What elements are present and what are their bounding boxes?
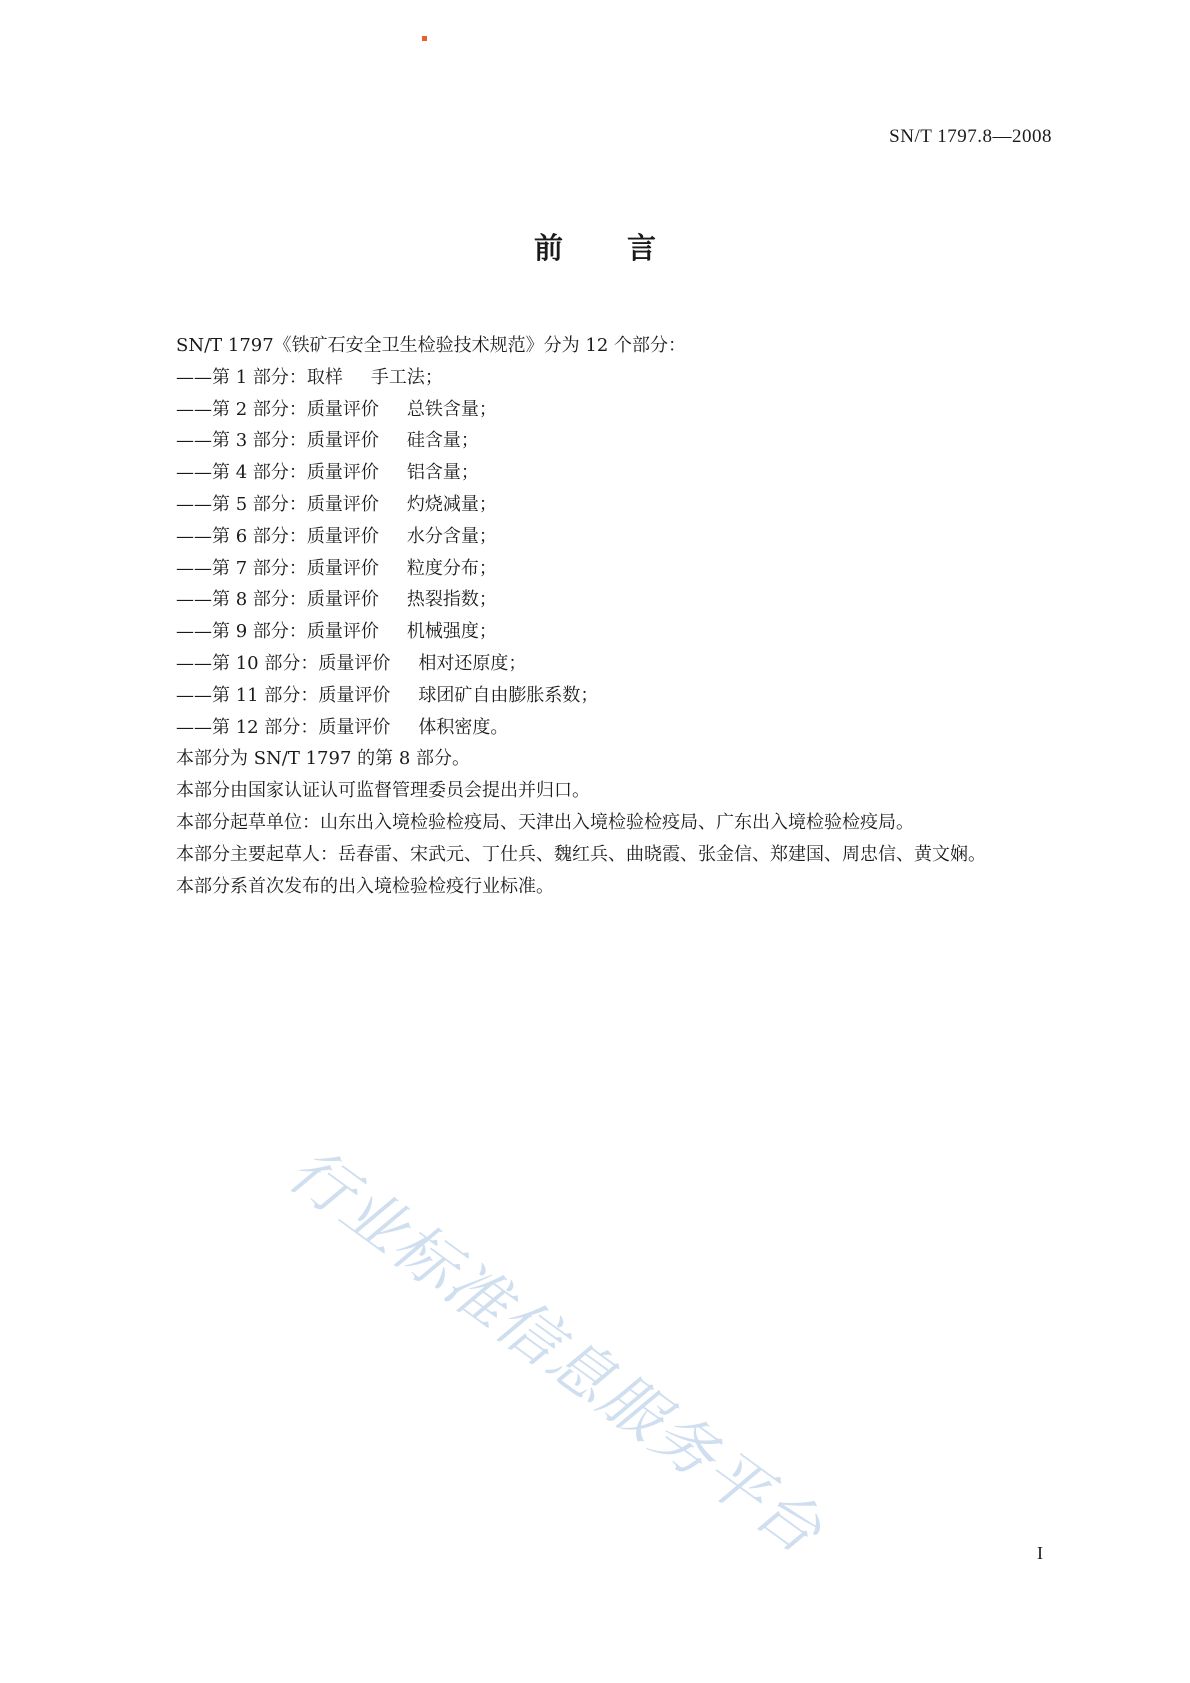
page-number: I (1037, 1543, 1043, 1563)
part-prefix: ——第 9 部分：质量评价 (176, 621, 379, 643)
part-item (176, 680, 1056, 712)
paragraph-drafters: 本部分主要起草人：岳春雷、宋武元、丁仕兵、魏红兵、曲晓霞、张金信、郑建国、周忠信、黄文娴。 (176, 843, 986, 865)
standard-code: SN/T 1797.8—2008 (889, 126, 1052, 147)
part-prefix: ——第 10 部分：质量评价 (176, 652, 391, 674)
part-prefix: ——第 6 部分：质量评价 (176, 525, 379, 547)
part-item (176, 362, 1056, 394)
part-item (176, 457, 1056, 489)
part-item (176, 616, 1056, 648)
part-prefix: ——第 1 部分：取样 (176, 366, 343, 388)
part-subject: 球团矿自由膨胀系数； (418, 684, 599, 706)
foreword-body (176, 330, 1056, 902)
part-prefix: ——第 11 部分：质量评价 (176, 684, 391, 706)
part-subject: 机械强度； (406, 621, 497, 643)
part-item (176, 553, 1056, 585)
part-item (176, 489, 1056, 521)
part-subject: 灼烧减量； (406, 493, 497, 515)
part-subject: 水分含量； (406, 525, 497, 547)
part-prefix: ——第 8 部分：质量评价 (176, 589, 379, 611)
part-subject: 相对还原度； (418, 652, 527, 674)
part-prefix: ——第 7 部分：质量评价 (176, 557, 379, 579)
part-item (176, 584, 1056, 616)
part-prefix: ——第 4 部分：质量评价 (176, 462, 379, 484)
paragraph-part-number: 本部分为 SN/T 1797 的第 8 部分。 (176, 748, 471, 770)
paragraph-proposer: 本部分由国家认证认可监督管理委员会提出并归口。 (176, 780, 590, 802)
paragraph-drafting-units: 本部分起草单位：山东出入境检验检疫局、天津出入境检验检疫局、广东出入境检验检疫局。 (176, 811, 914, 833)
paragraph-first-release: 本部分系首次发布的出入境检验检疫行业标准。 (176, 875, 554, 897)
part-subject: 体积密度。 (418, 716, 509, 738)
part-subject: 手工法； (370, 366, 443, 388)
part-item (176, 521, 1056, 553)
part-subject: 总铁含量； (406, 398, 497, 420)
part-prefix: ——第 2 部分：质量评价 (176, 398, 379, 420)
page-title: 前言 (533, 231, 720, 265)
part-item (176, 394, 1056, 426)
part-item (176, 712, 1056, 744)
part-subject: 粒度分布； (406, 557, 497, 579)
intro-line: SN/T 1797《铁矿石安全卫生检验技术规范》分为 12 个部分： (176, 335, 687, 356)
part-subject: 铝含量； (406, 462, 479, 484)
part-subject: 热裂指数； (406, 589, 497, 611)
watermark: 行业标准信息服务平台 (275, 1133, 837, 1569)
part-subject: 硅含量； (406, 430, 479, 452)
part-prefix: ——第 3 部分：质量评价 (176, 430, 379, 452)
part-prefix: ——第 5 部分：质量评价 (176, 493, 379, 515)
part-item (176, 648, 1056, 680)
top-color-mark (422, 36, 427, 41)
part-prefix: ——第 12 部分：质量评价 (176, 716, 391, 738)
part-item (176, 425, 1056, 457)
